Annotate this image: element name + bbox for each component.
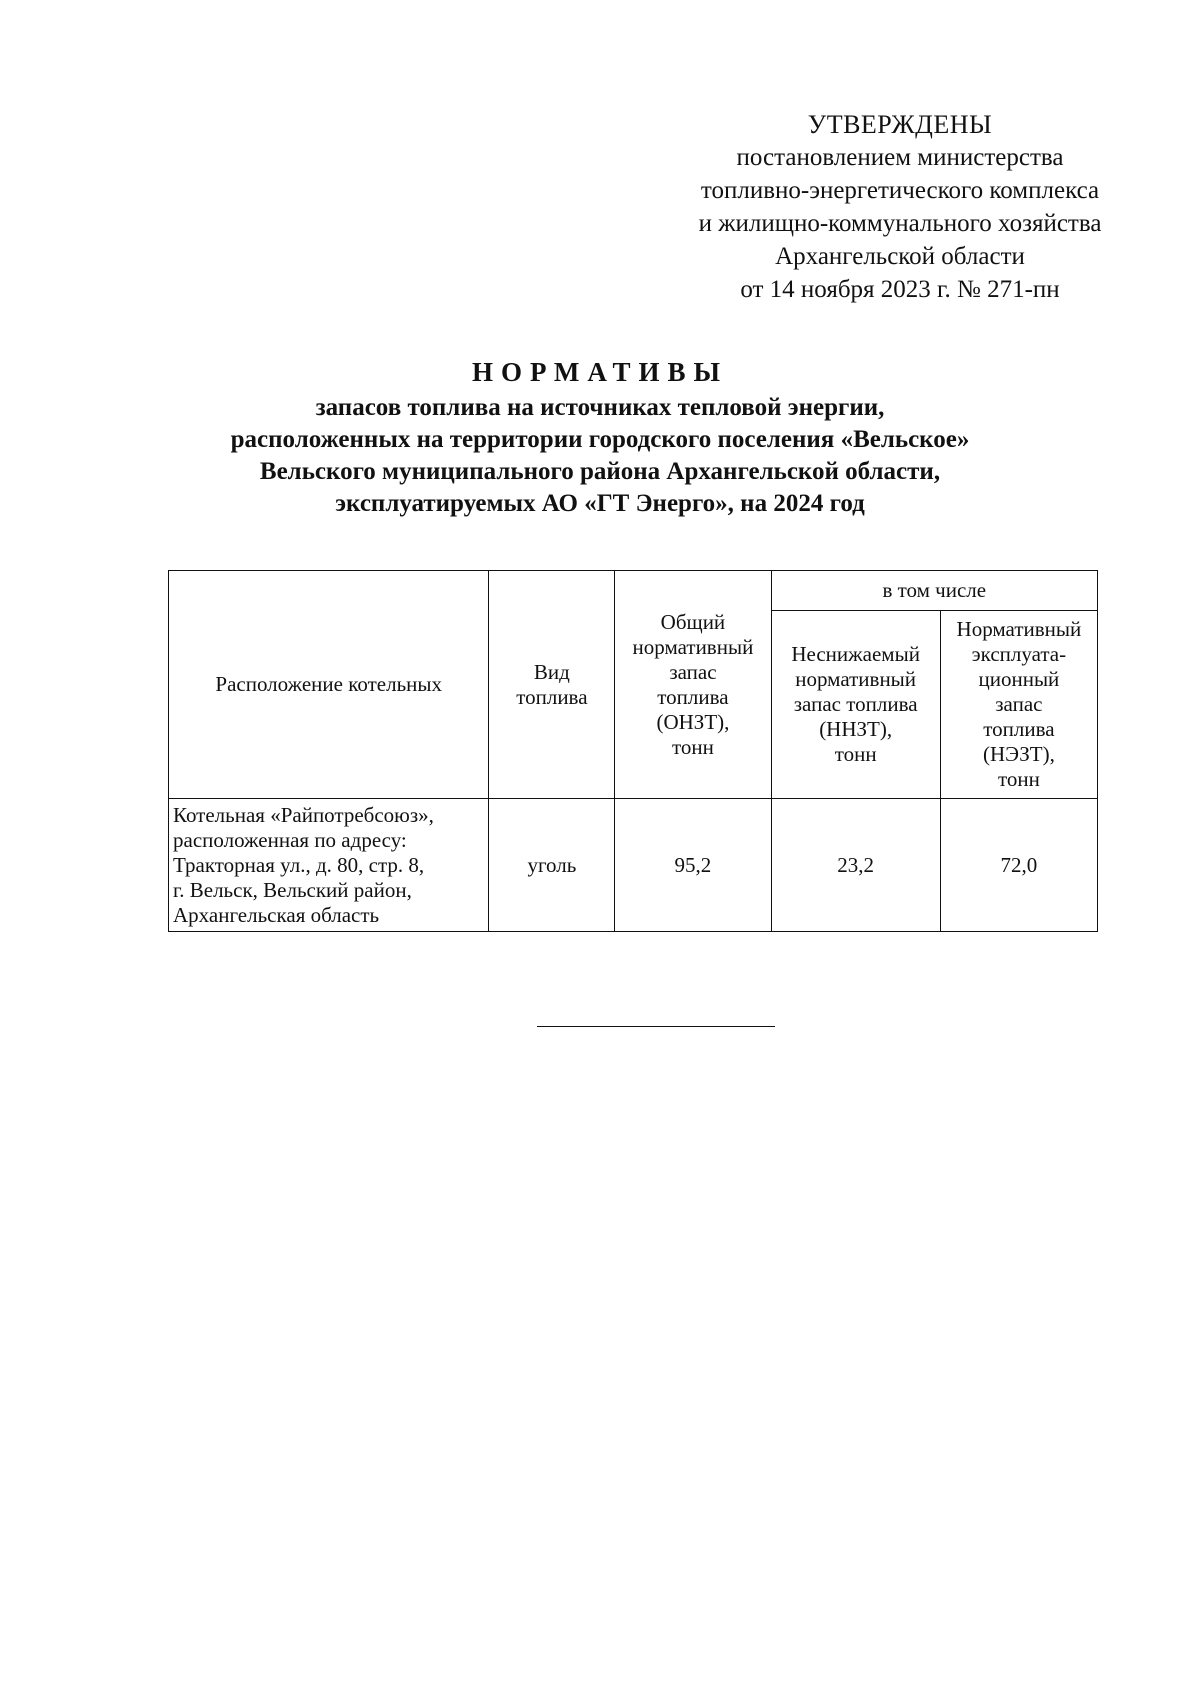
- approval-line: Архангельской области: [775, 243, 1025, 270]
- header-nnzt-line: Неснижаемый: [791, 642, 920, 666]
- approval-block: [640, 108, 1160, 306]
- document-heading: [120, 352, 1080, 520]
- fuel-norms-table: [168, 570, 1098, 932]
- location-line: Тракторная ул., д. 80, стр. 8,: [173, 852, 425, 877]
- table-row: [169, 799, 1098, 932]
- header-nnzt: [771, 611, 940, 799]
- document-subtitle-line: Вельского муниципального района Архангельской области,: [259, 458, 941, 485]
- approval-line: и жилищно-коммунального хозяйства: [698, 210, 1102, 237]
- header-nnzt-line: запас топлива: [793, 692, 918, 716]
- header-fuel-type: [489, 571, 615, 799]
- total-reserve-cell: 95,2: [615, 799, 771, 932]
- header-fuel-type-line: Вид: [533, 659, 570, 684]
- header-nnzt-line: нормативный: [795, 667, 917, 691]
- location-line: расположенная по адресу:: [173, 827, 407, 852]
- header-total-line: Общий: [660, 609, 726, 634]
- header-total-line: запас: [669, 659, 717, 684]
- header-nezt-line: тонн: [997, 767, 1040, 791]
- header-nezt-line: запас: [995, 692, 1043, 716]
- header-nezt-line: Нормативный: [956, 617, 1082, 641]
- header-including: в том числе: [771, 571, 1097, 611]
- document-subtitle-line: эксплуатируемых АО «ГТ Энерго», на 2024 год: [335, 490, 865, 517]
- approval-stamp-title: УТВЕРЖДЕНЫ: [807, 110, 993, 139]
- approval-date-number: от 14 ноября 2023 г. № 271-пн: [740, 276, 1060, 303]
- header-nezt-line: ционный: [978, 667, 1060, 691]
- location-line: Котельная «Райпотребсоюз»,: [173, 802, 434, 827]
- header-location: Расположение котельных: [169, 571, 489, 799]
- header-nezt-line: топлива: [983, 717, 1055, 741]
- document-subtitle-line: запасов топлива на источниках тепловой энергии,: [315, 394, 885, 421]
- header-total-line: (ОНЗТ),: [656, 709, 730, 734]
- header-total-line: тонн: [671, 734, 714, 759]
- header-nezt-line: эксплуата-: [971, 642, 1067, 666]
- location-line: г. Вельск, Вельский район,: [173, 877, 412, 902]
- approval-line: постановлением министерства: [736, 144, 1064, 171]
- location-line: Архангельская область: [173, 902, 380, 927]
- nnzt-cell: 23,2: [771, 799, 940, 932]
- document-subtitle-line: расположенных на территории городского поселения «Вельское»: [230, 426, 970, 453]
- boiler-location-cell: [169, 799, 489, 932]
- header-nezt-line: (НЭЗТ),: [982, 742, 1055, 766]
- header-nnzt-line: тонн: [834, 742, 877, 766]
- header-total-reserve: [615, 571, 771, 799]
- closing-rule: [537, 1026, 775, 1027]
- header-total-line: топлива: [657, 684, 729, 709]
- header-total-line: нормативный: [632, 634, 754, 659]
- approval-line: топливно-энергетического комплекса: [700, 177, 1100, 204]
- header-nnzt-line: (ННЗТ),: [819, 717, 893, 741]
- fuel-type-cell: уголь: [489, 799, 615, 932]
- header-fuel-type-line: топлива: [516, 684, 588, 709]
- document-title: НОРМАТИВЫ: [471, 357, 729, 387]
- nezt-cell: 72,0: [940, 799, 1097, 932]
- header-nezt: [940, 611, 1097, 799]
